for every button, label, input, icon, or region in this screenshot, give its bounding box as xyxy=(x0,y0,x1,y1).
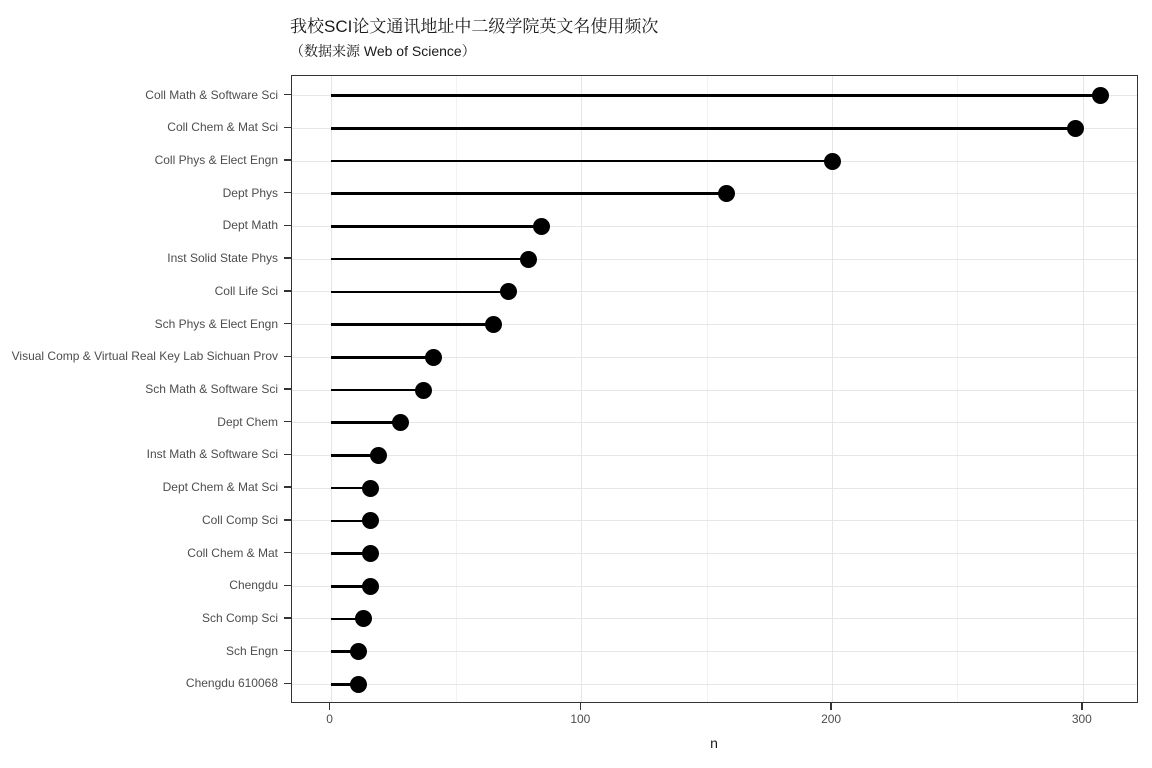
lollipop-stem xyxy=(331,389,424,392)
gridline-major-y xyxy=(292,586,1137,587)
lollipop-dot xyxy=(355,610,372,627)
category-label: Inst Solid State Phys xyxy=(167,251,278,266)
y-axis-tick xyxy=(284,257,291,258)
lollipop-stem xyxy=(331,192,727,195)
lollipop-stem xyxy=(331,160,832,163)
category-label: Coll Chem & Mat xyxy=(187,545,278,560)
lollipop-dot xyxy=(1092,87,1109,104)
y-axis-tick xyxy=(284,192,291,193)
x-axis-title: n xyxy=(710,735,718,751)
category-label: Inst Math & Software Sci xyxy=(146,447,278,462)
gridline-major-y xyxy=(292,684,1137,685)
x-axis-tick xyxy=(830,703,831,710)
gridline-major-y xyxy=(292,422,1137,423)
lollipop-stem xyxy=(331,421,401,424)
gridline-major-y xyxy=(292,488,1137,489)
category-label: Coll Chem & Mat Sci xyxy=(167,120,278,135)
lollipop-dot xyxy=(533,218,550,235)
lollipop-dot xyxy=(425,349,442,366)
y-axis-tick xyxy=(284,323,291,324)
lollipop-dot xyxy=(824,153,841,170)
x-axis-tick-label: 200 xyxy=(821,712,842,726)
gridline-major-y xyxy=(292,651,1137,652)
lollipop-dot xyxy=(520,251,537,268)
lollipop-dot xyxy=(362,545,379,562)
gridline-major-y xyxy=(292,618,1137,619)
chart-subtitle: （数据来源 Web of Science） xyxy=(290,43,476,59)
lollipop-dot xyxy=(362,578,379,595)
y-axis-tick xyxy=(284,94,291,95)
lollipop-dot xyxy=(392,414,409,431)
lollipop-stem xyxy=(331,225,542,228)
category-label: Coll Phys & Elect Engn xyxy=(154,153,278,168)
x-axis-tick-label: 0 xyxy=(326,712,333,726)
category-label: Sch Engn xyxy=(225,643,278,658)
chart-title: 我校SCI论文通讯地址中二级学院英文名使用频次 xyxy=(290,17,659,36)
y-axis-tick xyxy=(284,290,291,291)
category-label: Dept Phys xyxy=(222,185,278,200)
lollipop-dot xyxy=(415,382,432,399)
y-axis-tick xyxy=(284,486,291,487)
y-axis-tick xyxy=(284,552,291,553)
category-label: Sch Comp Sci xyxy=(201,610,278,625)
lollipop-stem xyxy=(331,323,494,326)
y-axis-tick xyxy=(284,519,291,520)
y-axis-tick xyxy=(284,585,291,586)
lollipop-dot xyxy=(362,512,379,529)
y-axis-tick xyxy=(284,617,291,618)
x-axis-tick-label: 300 xyxy=(1071,712,1092,726)
lollipop-stem xyxy=(331,127,1076,130)
lollipop-stem xyxy=(331,94,1101,97)
lollipop-dot xyxy=(370,447,387,464)
y-axis-tick xyxy=(284,127,291,128)
lollipop-stem xyxy=(331,291,509,294)
y-axis-tick xyxy=(284,388,291,389)
lollipop-stem xyxy=(331,258,529,261)
lollipop-dot xyxy=(350,676,367,693)
y-axis-tick xyxy=(284,421,291,422)
category-label: Dept Chem & Mat Sci xyxy=(162,480,278,495)
y-axis-tick xyxy=(284,650,291,651)
y-axis-tick xyxy=(284,454,291,455)
x-axis-tick-label: 100 xyxy=(570,712,591,726)
lollipop-stem xyxy=(331,356,434,359)
x-axis-tick xyxy=(580,703,581,710)
y-axis-tick xyxy=(284,159,291,160)
category-label: Coll Comp Sci xyxy=(201,512,278,527)
lollipop-dot xyxy=(1067,120,1084,137)
y-axis-tick xyxy=(284,225,291,226)
lollipop-dot xyxy=(500,283,517,300)
category-label: Visual Comp & Virtual Real Key Lab Sichuan Prov xyxy=(11,349,278,364)
category-label: Chengdu 610068 xyxy=(185,676,278,691)
lollipop-dot xyxy=(362,480,379,497)
category-label: Chengdu xyxy=(229,578,278,593)
x-axis-tick xyxy=(329,703,330,710)
gridline-major-y xyxy=(292,520,1137,521)
y-axis-tick xyxy=(284,356,291,357)
plot-panel xyxy=(291,75,1138,703)
category-label: Dept Math xyxy=(222,218,278,233)
lollipop-dot xyxy=(485,316,502,333)
gridline-major-y xyxy=(292,455,1137,456)
category-label: Coll Life Sci xyxy=(214,283,278,298)
y-axis-tick xyxy=(284,683,291,684)
lollipop-dot xyxy=(718,185,735,202)
lollipop-dot xyxy=(350,643,367,660)
gridline-major-y xyxy=(292,553,1137,554)
x-axis-tick xyxy=(1081,703,1082,710)
category-label: Sch Phys & Elect Engn xyxy=(154,316,278,331)
category-label: Sch Math & Software Sci xyxy=(145,382,278,396)
category-label: Coll Math & Software Sci xyxy=(145,87,278,102)
category-label: Dept Chem xyxy=(217,414,278,429)
